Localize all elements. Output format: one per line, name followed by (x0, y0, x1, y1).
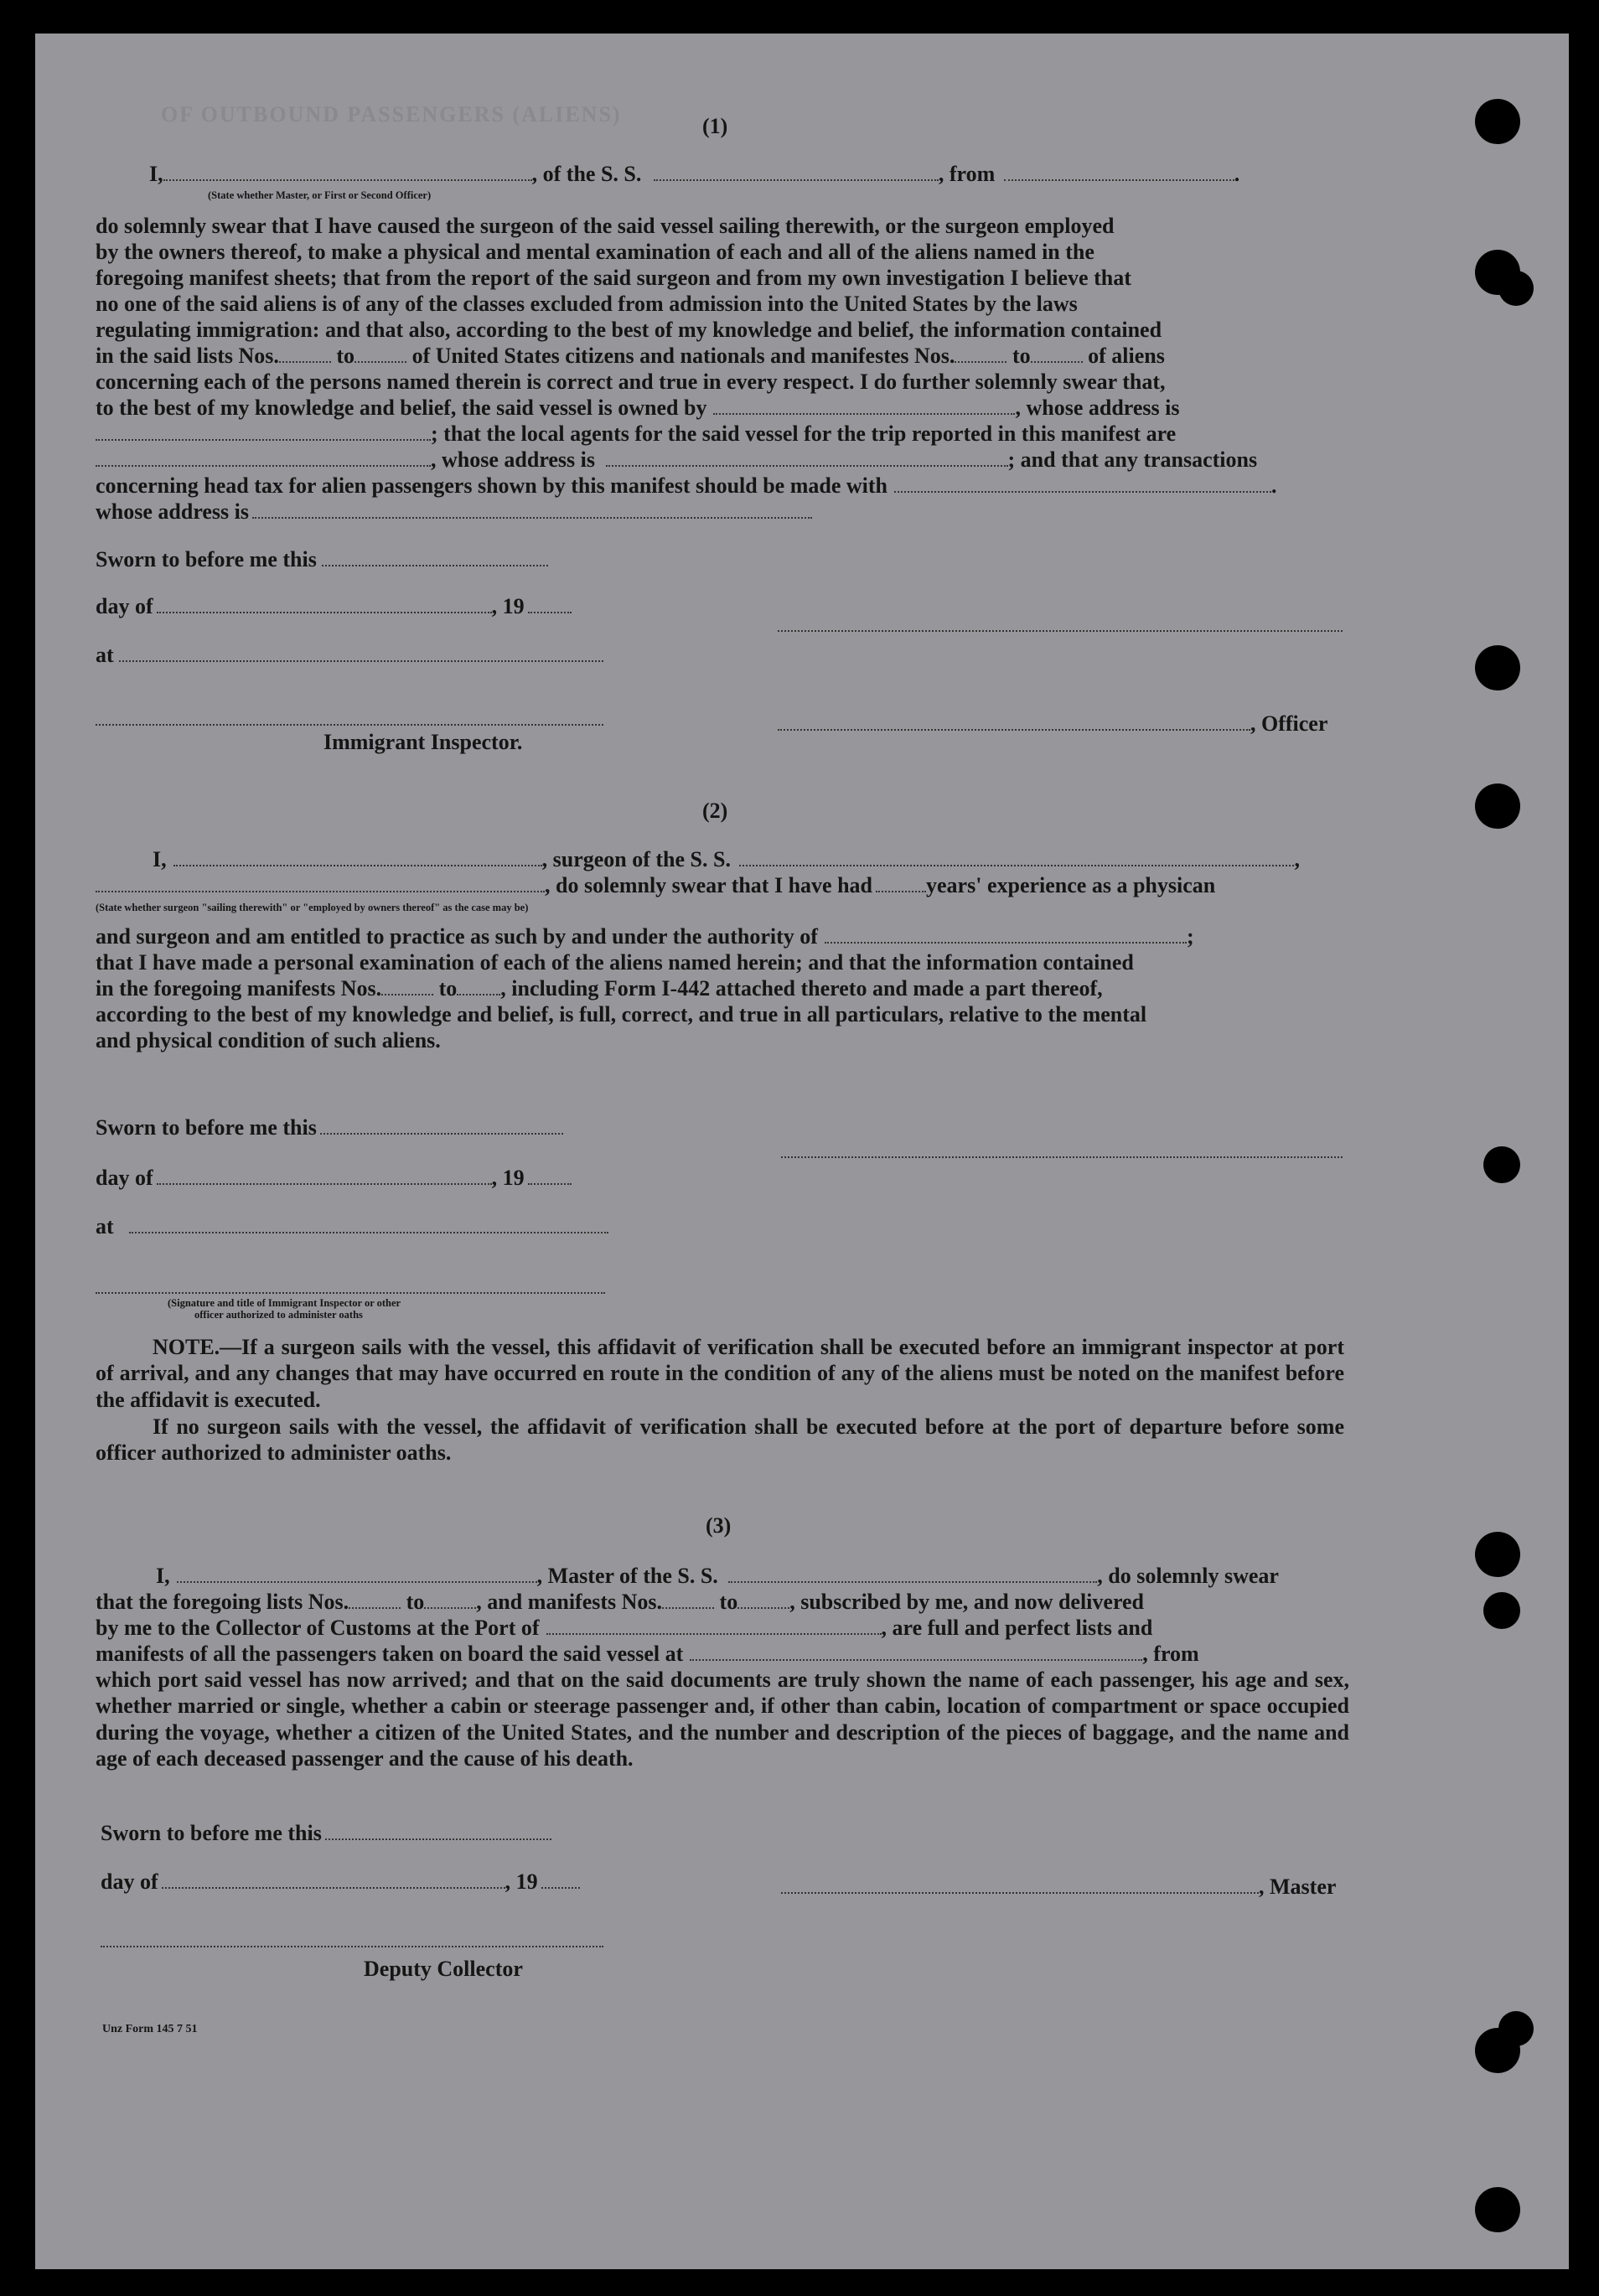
alien-manifest-from-field[interactable] (955, 343, 1006, 363)
years-experience-field[interactable] (876, 872, 926, 892)
citizen-list-from-field[interactable] (279, 343, 331, 363)
sworn-date-field-3[interactable] (325, 1820, 551, 1840)
body-line: concerning each of the persons named therein is correct and true in every respect. I do further solemnly swear that, (96, 370, 1166, 394)
officer-signature-field-2[interactable] (778, 711, 1250, 731)
authority-field[interactable] (825, 923, 1187, 944)
vessel-name-field[interactable] (654, 161, 939, 181)
inspector-signature-field[interactable] (96, 706, 603, 726)
at-place-field[interactable] (119, 642, 603, 662)
surgeon-signature-field[interactable] (781, 1138, 1343, 1158)
body-line: according to the best of my knowledge and belief, is full, correct, and true in all particulars, relative to the mental (96, 1002, 1147, 1026)
vessel-owner-line: to the best of my knowledge and belief, the said vessel is owned by , whose address is (96, 396, 1180, 420)
punch-hole (1475, 645, 1520, 690)
citizen-list-to-field[interactable] (354, 343, 406, 363)
surgeon-status-field[interactable] (96, 872, 545, 892)
day-of-field-2[interactable] (157, 1165, 492, 1185)
punch-hole (1475, 783, 1520, 829)
head-tax-address-field[interactable] (252, 499, 812, 519)
manifest-numbers-line: in the foregoing manifests Nos. to , including Form I-442 attached thereto and made a part thereof, (96, 976, 1103, 1001)
master-name-field[interactable] (177, 1563, 537, 1583)
master-signature-line: , Master (781, 1874, 1336, 1900)
signature-note: (Signature and title of Immigrant Inspector or other (168, 1297, 401, 1309)
punch-hole (1475, 2187, 1520, 2232)
boarding-port-field[interactable] (690, 1641, 1142, 1661)
day-of-field[interactable] (157, 593, 492, 613)
manifest-from-field[interactable] (381, 975, 433, 995)
surgeon-swear-line: , do solemnly swear that I have had years' experience as a physican (96, 872, 1215, 898)
at-place-field-2[interactable] (129, 1213, 608, 1233)
lists-line: that the foregoing lists Nos. to , and manifests Nos. to , subscribed by me, and now delivered (96, 1590, 1145, 1614)
sworn-line: Sworn to before me this (96, 546, 548, 572)
body-line: regulating immigration: and that also, according to the best of my knowledge and belief, the information contained (96, 318, 1162, 342)
section-2-number: (2) (702, 799, 728, 823)
surgeon-status-note: (State whether surgeon "sailing therewith" or "employed by owners thereof" as the case may be) (96, 902, 529, 913)
section-1-line-1: I, , of the S. S. , from . (149, 162, 1240, 186)
body-line: no one of the said aliens is of any of the classes excluded from admission into the United States by the laws (96, 292, 1078, 316)
lists-from-field[interactable] (349, 1589, 401, 1609)
note-paragraph-1: NOTE.—If a surgeon sails with the vessel, this affidavit of verification shall be executed before an immigrant inspector at port of arrival, and any changes that may have occurred en route in the condition of any of the aliens must be noted on the manifest before the affidavit is executed. (96, 1335, 1344, 1412)
manifests-from-field[interactable] (662, 1589, 714, 1609)
sworn-line-3: Sworn to before me this (101, 1820, 551, 1846)
body-line: do solemnly swear that I have caused the surgeon of the said vessel sailing therewith, or the surgeon employed (96, 214, 1115, 238)
local-agents-line: ; that the local agents for the said vessel for the trip reported in this manifest are (96, 421, 1176, 447)
manifests-to-field[interactable] (737, 1589, 789, 1609)
head-tax-contact-field[interactable] (894, 473, 1271, 493)
day-of-line-2: day of , 19 (96, 1165, 572, 1191)
officer-signature-line: , Officer (778, 711, 1327, 737)
agents-address-field[interactable] (606, 447, 1008, 467)
day-of-line: day of , 19 (96, 593, 572, 619)
note-paragraph-2: If no surgeon sails with the vessel, the affidavit of verification shall be executed before at the port of departure before some officer authorized to administer oaths. (96, 1414, 1344, 1466)
master-vessel-field[interactable] (728, 1563, 1097, 1583)
at-line-2: at (96, 1213, 608, 1239)
officer-name-field[interactable] (163, 161, 532, 181)
lists-to-field[interactable] (424, 1589, 476, 1609)
bleed-through-heading: OF OUTBOUND PASSENGERS (ALIENS) (161, 102, 622, 127)
year-field-2[interactable] (528, 1165, 572, 1185)
day-of-line-3: day of , 19 (101, 1869, 580, 1895)
deputy-collector-label: Deputy Collector (364, 1957, 523, 1981)
whose-address-line: whose address is (96, 499, 812, 525)
form-sheet (35, 34, 1569, 2269)
year-field-3[interactable] (541, 1869, 580, 1889)
collector-line: by me to the Collector of Customs at the Port of , are full and perfect lists and (96, 1616, 1153, 1640)
surgeon-line: I, , surgeon of the S. S. , (153, 847, 1300, 871)
section-1-number: (1) (702, 114, 728, 138)
signature-note: officer authorized to administer oaths (194, 1309, 363, 1321)
manifest-to-field[interactable] (457, 975, 500, 995)
punch-hole (1483, 1592, 1520, 1629)
section-3-body: which port said vessel has now arrived; and that on the said documents are truly shown the name of each passenger, his age and sex, whether married or single, whether a cabin or steerage passenger and, if other than cabin, location of compartment or space occupied during the voyage, whether a citizen of the United States, and the number and description of the pieces of baggage, and the name and age of each deceased passenger and the cause of his death. (96, 1668, 1349, 1771)
departure-port-field[interactable] (1004, 161, 1234, 181)
owner-field[interactable] (713, 395, 1015, 415)
port-field[interactable] (546, 1615, 882, 1635)
body-line: and physical condition of such aliens. (96, 1028, 441, 1052)
manifests-line: manifests of all the passengers taken on board the said vessel at , from (96, 1642, 1199, 1666)
section-1-list-numbers: in the said lists Nos. to of United States citizens and nationals and manifestes Nos. to of aliens (96, 344, 1165, 368)
master-line: I, , Master of the S. S. , do solemnly swear (156, 1564, 1279, 1588)
deputy-signature-field[interactable] (101, 1927, 603, 1947)
at-line: at (96, 642, 603, 668)
body-line: by the owners thereof, to make a physical and mental examination of each and all of the aliens named in the (96, 240, 1094, 264)
agents-address-line: , whose address is ; and that any transactions (96, 447, 1257, 473)
sworn-date-field[interactable] (322, 546, 548, 566)
immigrant-inspector-label: Immigrant Inspector. (323, 730, 523, 754)
day-of-field-3[interactable] (162, 1869, 505, 1889)
head-tax-line: concerning head tax for alien passengers shown by this manifest should be made with . (96, 473, 1277, 498)
punch-hole (1483, 1146, 1520, 1183)
officer-signature-field-1[interactable] (778, 612, 1343, 632)
body-line: that I have made a personal examination of each of the aliens named herein; and that the information contained (96, 950, 1134, 975)
punch-hole (1498, 2011, 1534, 2046)
punch-hole (1475, 1532, 1520, 1577)
punch-hole (1498, 271, 1534, 306)
master-officer-note: (State whether Master, or First or Second Officer) (208, 189, 432, 201)
year-field[interactable] (528, 593, 572, 613)
sworn-date-field-2[interactable] (320, 1114, 563, 1135)
sworn-line-2: Sworn to before me this (96, 1114, 563, 1140)
form-identifier: Unz Form 145 7 51 (102, 2023, 198, 2035)
punch-hole (1475, 99, 1520, 144)
owner-address-field[interactable] (96, 421, 431, 441)
surgeon-name-field[interactable] (173, 846, 542, 866)
local-agents-field[interactable] (96, 447, 431, 467)
master-signature-field[interactable] (781, 1874, 1259, 1894)
authority-line: and surgeon and am entitled to practice as such by and under the authority of ; (96, 924, 1194, 949)
alien-manifest-to-field[interactable] (1031, 343, 1083, 363)
surgeon-vessel-field[interactable] (739, 846, 1294, 866)
body-line: foregoing manifest sheets; that from the report of the said surgeon and from my own investigation I believe that (96, 266, 1131, 290)
section-3-number: (3) (706, 1513, 732, 1538)
inspector-signature-field-2[interactable] (96, 1274, 605, 1294)
